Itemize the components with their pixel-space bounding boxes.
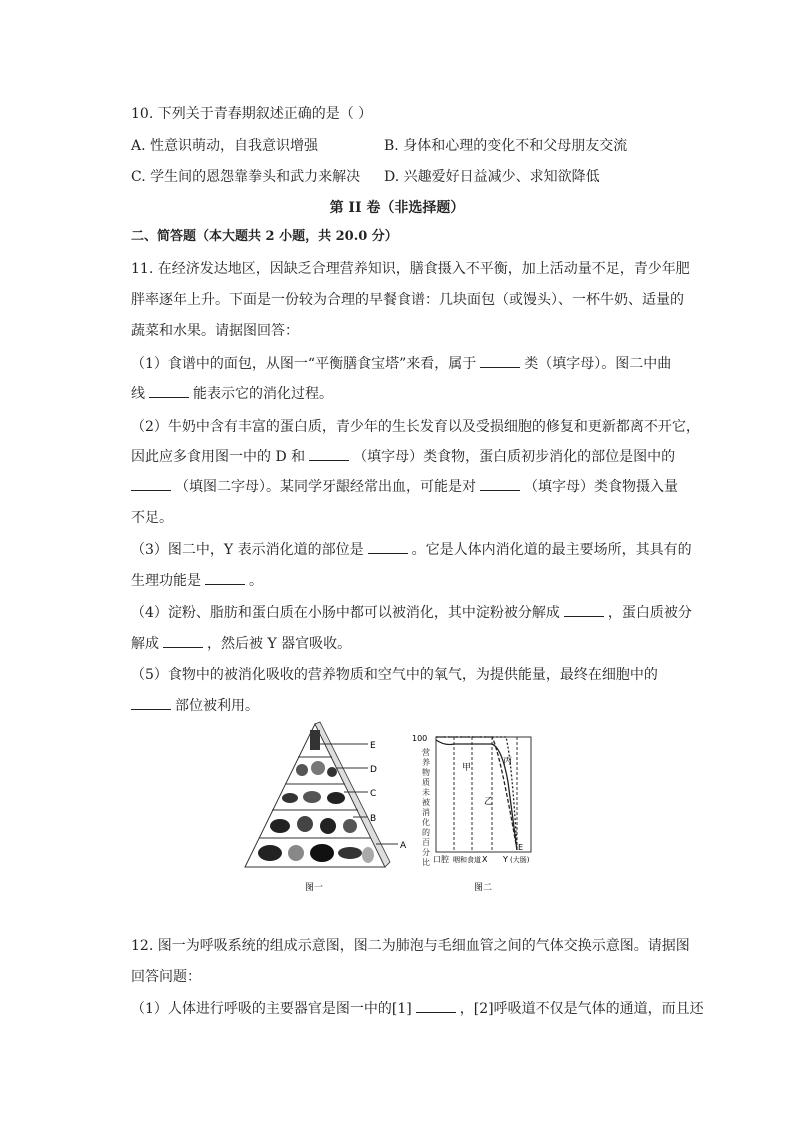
q11-part2-line4: 不足。 xyxy=(131,510,173,526)
q12-p1-text-a: （1）人体进行呼吸的主要器官是图一中的[1] xyxy=(131,1001,412,1017)
q11-part2-line3 xyxy=(131,478,678,496)
answer-blank[interactable] xyxy=(163,635,203,648)
fig1-caption: 图一 xyxy=(305,883,324,893)
q11-p3-text-c: 生理功能是 xyxy=(131,573,201,589)
q10-stem: 10. 下列关于青春期叙述正确的是（ ） xyxy=(131,106,373,122)
q11-p1-text-a: （1）食谱中的面包，从图一“平衡膳食宝塔”来看，属于 xyxy=(131,356,477,372)
q11-p1-text-d: 能表示它的消化过程。 xyxy=(193,386,333,402)
graph-y-label-box xyxy=(422,748,436,867)
fig2-caption: 图二 xyxy=(474,883,493,893)
answer-blank[interactable] xyxy=(131,697,171,710)
q11-part1-line2 xyxy=(131,385,333,403)
graph-x-y: Y xyxy=(503,855,508,864)
answer-blank[interactable] xyxy=(480,355,520,368)
q11-p2-text-b: 因此应多食用图一中的 D 和 xyxy=(131,449,306,465)
q11-p3-text-b: 。它是人体内消化道的最主要场所，其具有的 xyxy=(411,542,692,558)
q10-option-d: D. 兴趣爱好日益减少、求知欲降低 xyxy=(384,169,600,185)
q11-p3-text-a: （3）图二中，Y 表示消化道的部位是 xyxy=(131,542,364,558)
q11-part2-line2 xyxy=(131,448,675,466)
q11-p3-text-d: 。 xyxy=(249,573,263,589)
q11-part1-line1 xyxy=(131,355,671,373)
q11-p5-text-b: 部位被利用。 xyxy=(175,698,259,714)
q11-part5-line2 xyxy=(131,697,259,715)
graph-x-mouth: 口腔 xyxy=(433,855,449,864)
section2-heading: 二、简答题（本大题共 2 小题，共 20.0 分） xyxy=(131,229,398,244)
q11-p4-text-b: ，蛋白质被分 xyxy=(607,605,692,621)
q11-part3-line1 xyxy=(131,541,692,559)
q11-p2-text-d: （填图二字母）。某同学牙龈经常出血，可能是对 xyxy=(175,479,476,495)
pyramid-label-b: B xyxy=(370,814,377,824)
q11-part2-line1: （2）牛奶中含有丰富的蛋白质，青少年的生长发育以及受损细胞的修复和更新都离不开它， xyxy=(131,419,700,435)
q10-option-c: C. 学生间的恩怨靠拳头和武力来解决 xyxy=(131,169,361,185)
curve-label-jia: 甲 xyxy=(462,763,472,773)
q11-part3-line2 xyxy=(131,572,263,590)
answer-blank[interactable] xyxy=(368,541,408,554)
pyramid-label-d: D xyxy=(370,765,377,775)
q12-p1-text-b: ，[2]呼吸道不仅是气体的通道，而且还 xyxy=(459,1001,704,1017)
answer-blank[interactable] xyxy=(131,478,171,491)
q12-line1: 12. 图一为呼吸系统的组成示意图，图二为肺泡与毛细血管之间的气体交换示意图。请据图 xyxy=(131,938,690,954)
q11-figure xyxy=(240,722,540,897)
q11-part4-line2 xyxy=(131,635,351,653)
q11-line3: 蔬菜和水果。请据图回答： xyxy=(131,323,299,339)
graph-x-esophagus: 咽和食道 xyxy=(453,856,481,864)
q10-option-b: B. 身体和心理的变化不和父母朋友交流 xyxy=(384,138,628,154)
q11-p2-text-c: （填字母）类食物，蛋白质初步消化的部位是图中的 xyxy=(353,449,676,465)
answer-blank[interactable] xyxy=(416,1000,456,1013)
graph-x-x: X xyxy=(482,855,488,864)
curve-label-yi: 乙 xyxy=(484,797,494,807)
q11-p1-text-c: 线 xyxy=(131,386,145,402)
figure-drawing xyxy=(240,722,540,897)
q11-p4-text-a: （4）淀粉、脂肪和蛋白质在小肠中都可以被消化，其中淀粉被分解成 xyxy=(131,605,560,621)
pyramid-label-e: E xyxy=(370,741,376,751)
answer-blank[interactable] xyxy=(149,385,189,398)
graph-x-large-intestine: (大肠) xyxy=(510,856,530,864)
q11-part5-line1: （5）食物中的被消化吸收的营养物质和空气中的氧气，为提供能量，最终在细胞中的 xyxy=(131,667,658,683)
q12-line2: 回答问题： xyxy=(131,969,201,985)
part2-title: 第 II 卷（非选择题） xyxy=(329,200,465,216)
pyramid-label-c: C xyxy=(370,789,377,799)
q10-option-a: A. 性意识萌动，自我意识增强 xyxy=(131,138,319,154)
answer-blank[interactable] xyxy=(205,572,245,585)
graph-end-label: E xyxy=(518,843,524,852)
q11-part4-line1 xyxy=(131,604,692,622)
q11-p2-text-e: （填字母）类食物摄入量 xyxy=(524,479,678,495)
q11-line1: 11. 在经济发达地区，因缺乏合理营养知识，膳食摄入不平衡，加上活动量不足，青少年肥 xyxy=(131,261,690,277)
curve-label-bing: 丙 xyxy=(503,757,513,767)
q12-part1-line1 xyxy=(131,1000,704,1018)
q11-p1-text-b: 类（填字母）。图二中曲 xyxy=(524,356,672,372)
answer-blank[interactable] xyxy=(309,448,349,461)
q11-p4-text-d: ，然后被 Y 器官吸收。 xyxy=(207,636,352,652)
answer-blank[interactable] xyxy=(564,604,604,617)
q11-line2: 胖率逐年上升。下面是一份较为合理的早餐食谱：几块面包（或馒头）、一杯牛奶、适量的 xyxy=(131,292,684,308)
answer-blank[interactable] xyxy=(480,478,520,491)
pyramid-label-a: A xyxy=(400,841,407,851)
graph-y-top: 100 xyxy=(412,734,428,743)
graph-y-label: 营养物质未被消化的百分比 xyxy=(422,748,430,867)
q11-p4-text-c: 解成 xyxy=(131,636,159,652)
digestion-graph xyxy=(436,737,531,852)
